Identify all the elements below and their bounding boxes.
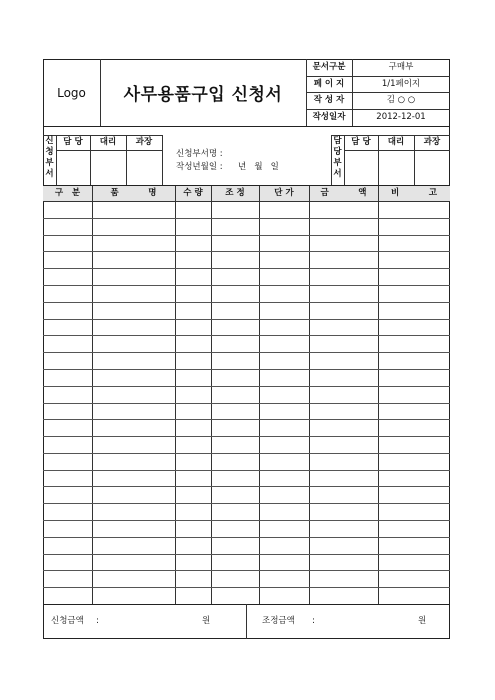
request-date-value: 년 월 일 <box>238 162 279 172</box>
table-cell-remarks[interactable] <box>379 436 450 453</box>
table-cell-unit-price[interactable] <box>260 319 309 336</box>
table-cell-unit-price[interactable] <box>260 302 309 319</box>
table-cell-amount[interactable] <box>310 335 378 352</box>
table-cell-amount[interactable] <box>310 235 378 252</box>
table-row <box>43 419 450 436</box>
table-cell-category[interactable] <box>44 453 92 470</box>
table-cell-quantity[interactable] <box>176 520 211 537</box>
table-cell-adjustment[interactable] <box>212 453 259 470</box>
table-row-line <box>43 268 450 269</box>
table-row <box>43 403 450 420</box>
table-cell-category[interactable] <box>44 419 92 436</box>
table-cell-unit-price[interactable] <box>260 235 309 252</box>
logo: Logo <box>57 85 86 100</box>
table-row-line <box>43 503 450 504</box>
table-row <box>43 470 450 487</box>
table-cell-quantity[interactable] <box>176 201 211 218</box>
table-cell-amount[interactable] <box>310 419 378 436</box>
table-cell-remarks[interactable] <box>379 268 450 285</box>
table-cell-item-name[interactable] <box>93 285 175 302</box>
table-cell-adjustment[interactable] <box>212 268 259 285</box>
info-label-date: 작성일자 <box>312 112 346 123</box>
table-cell-adjustment[interactable] <box>212 520 259 537</box>
table-cell-category[interactable] <box>44 335 92 352</box>
table-cell-remarks[interactable] <box>379 520 450 537</box>
table-cell-remarks[interactable] <box>379 369 450 386</box>
table-cell-adjustment[interactable] <box>212 570 259 587</box>
approval-right-sign-box[interactable] <box>379 151 414 185</box>
table-cell-quantity[interactable] <box>176 251 211 268</box>
table-row <box>43 386 450 403</box>
header-bottom-line <box>43 126 450 127</box>
approval-left-sign-box[interactable] <box>127 151 162 185</box>
table-cell-amount[interactable] <box>310 537 378 554</box>
table-row <box>43 369 450 386</box>
table-row <box>43 453 450 470</box>
info-value-author: 김 ○ ○ <box>386 95 416 106</box>
table-cell-adjustment[interactable] <box>212 335 259 352</box>
table-row <box>43 285 450 302</box>
table-row <box>43 268 450 285</box>
table-cell-adjustment[interactable] <box>212 201 259 218</box>
table-cell-quantity[interactable] <box>176 235 211 252</box>
approval-right-sign-box[interactable] <box>415 151 450 185</box>
table-cell-remarks[interactable] <box>379 537 450 554</box>
table-cell-adjustment[interactable] <box>212 554 259 571</box>
table-cell-quantity[interactable] <box>176 419 211 436</box>
table-cell-amount[interactable] <box>310 251 378 268</box>
info-value-doc-type: 구매부 <box>388 62 414 73</box>
table-cell-category[interactable] <box>44 352 92 369</box>
table-cell-amount[interactable] <box>310 352 378 369</box>
table-row-line <box>43 520 450 521</box>
table-cell-adjustment[interactable] <box>212 503 259 520</box>
request-amount-unit: 원 <box>202 616 211 626</box>
table-cell-unit-price[interactable] <box>260 570 309 587</box>
table-row-line <box>43 319 450 320</box>
table-cell-quantity[interactable] <box>176 587 211 604</box>
table-cell-unit-price[interactable] <box>260 352 309 369</box>
table-cell-unit-price[interactable] <box>260 453 309 470</box>
table-cell-item-name[interactable] <box>93 218 175 235</box>
table-cell-adjustment[interactable] <box>212 319 259 336</box>
table-cell-category[interactable] <box>44 285 92 302</box>
approval-left-sign-box[interactable] <box>91 151 126 185</box>
table-cell-category[interactable] <box>44 201 92 218</box>
table-cell-quantity[interactable] <box>176 285 211 302</box>
col-header-adjustment: 조 정 <box>225 188 245 199</box>
approval-right-role-staff: 담 당 <box>351 137 371 148</box>
table-cell-remarks[interactable] <box>379 419 450 436</box>
table-row-line <box>43 235 450 236</box>
table-cell-amount[interactable] <box>310 453 378 470</box>
approval-left-role-assistant: 대리 <box>99 137 117 148</box>
table-cell-adjustment[interactable] <box>212 251 259 268</box>
table-cell-item-name[interactable] <box>93 386 175 403</box>
table-row <box>43 570 450 587</box>
col-header-item-name: 품 명 <box>110 188 157 199</box>
table-row-line <box>43 251 450 252</box>
table-cell-quantity[interactable] <box>176 386 211 403</box>
table-cell-category[interactable] <box>44 403 92 420</box>
col-header-amount: 금 액 <box>320 188 367 199</box>
table-cell-unit-price[interactable] <box>260 486 309 503</box>
table-row-line <box>43 554 450 555</box>
table-cell-category[interactable] <box>44 486 92 503</box>
table-cell-category[interactable] <box>44 302 92 319</box>
table-cell-amount[interactable] <box>310 570 378 587</box>
table-row-line <box>43 537 450 538</box>
footer-divider <box>246 604 247 639</box>
info-label-page: 페 이 지 <box>313 78 345 89</box>
table-cell-amount[interactable] <box>310 587 378 604</box>
table-cell-category[interactable] <box>44 520 92 537</box>
info-label-doc-type: 문서구분 <box>312 62 346 73</box>
table-cell-item-name[interactable] <box>93 570 175 587</box>
table-cell-remarks[interactable] <box>379 386 450 403</box>
table-cell-unit-price[interactable] <box>260 503 309 520</box>
table-cell-category[interactable] <box>44 570 92 587</box>
table-cell-adjustment[interactable] <box>212 436 259 453</box>
table-cell-item-name[interactable] <box>93 436 175 453</box>
table-cell-item-name[interactable] <box>93 486 175 503</box>
table-cell-adjustment[interactable] <box>212 419 259 436</box>
table-cell-quantity[interactable] <box>176 486 211 503</box>
table-cell-adjustment[interactable] <box>212 537 259 554</box>
table-cell-unit-price[interactable] <box>260 470 309 487</box>
table-cell-remarks[interactable] <box>379 453 450 470</box>
table-cell-adjustment[interactable] <box>212 386 259 403</box>
table-cell-item-name[interactable] <box>93 403 175 420</box>
table-cell-amount[interactable] <box>310 520 378 537</box>
table-cell-quantity[interactable] <box>176 436 211 453</box>
table-cell-remarks[interactable] <box>379 285 450 302</box>
approval-left-role-manager: 과장 <box>135 137 153 148</box>
table-cell-unit-price[interactable] <box>260 436 309 453</box>
table-cell-amount[interactable] <box>310 470 378 487</box>
table-cell-quantity[interactable] <box>176 453 211 470</box>
table-cell-amount[interactable] <box>310 302 378 319</box>
table-cell-unit-price[interactable] <box>260 369 309 386</box>
table-cell-adjustment[interactable] <box>212 486 259 503</box>
table-row <box>43 235 450 252</box>
table-row <box>43 201 450 218</box>
table-cell-adjustment[interactable] <box>212 235 259 252</box>
table-row <box>43 218 450 235</box>
table-cell-item-name[interactable] <box>93 268 175 285</box>
table-cell-amount[interactable] <box>310 503 378 520</box>
table-row-line <box>43 570 450 571</box>
table-cell-item-name[interactable] <box>93 251 175 268</box>
table-cell-amount[interactable] <box>310 436 378 453</box>
table-row <box>43 520 450 537</box>
table-cell-amount[interactable] <box>310 486 378 503</box>
table-cell-category[interactable] <box>44 386 92 403</box>
table-cell-item-name[interactable] <box>93 537 175 554</box>
table-row <box>43 436 450 453</box>
table-cell-remarks[interactable] <box>379 486 450 503</box>
table-cell-quantity[interactable] <box>176 537 211 554</box>
table-cell-quantity[interactable] <box>176 218 211 235</box>
table-cell-item-name[interactable] <box>93 302 175 319</box>
table-cell-quantity[interactable] <box>176 369 211 386</box>
table-row-line <box>43 352 450 353</box>
table-cell-amount[interactable] <box>310 218 378 235</box>
table-cell-adjustment[interactable] <box>212 403 259 420</box>
table-cell-quantity[interactable] <box>176 319 211 336</box>
table-cell-remarks[interactable] <box>379 352 450 369</box>
table-cell-amount[interactable] <box>310 554 378 571</box>
table-cell-unit-price[interactable] <box>260 201 309 218</box>
col-header-category: 구 분 <box>54 188 81 199</box>
table-cell-category[interactable] <box>44 369 92 386</box>
table-cell-remarks[interactable] <box>379 235 450 252</box>
table-cell-unit-price[interactable] <box>260 218 309 235</box>
table-cell-adjustment[interactable] <box>212 285 259 302</box>
request-date-label: 작성년월일 : <box>176 162 223 172</box>
table-cell-item-name[interactable] <box>93 201 175 218</box>
table-cell-category[interactable] <box>44 268 92 285</box>
table-row <box>43 537 450 554</box>
table-cell-remarks[interactable] <box>379 218 450 235</box>
request-amount-input[interactable] <box>104 612 200 630</box>
table-cell-item-name[interactable] <box>93 419 175 436</box>
table-cell-remarks[interactable] <box>379 587 450 604</box>
table-row-line <box>43 419 450 420</box>
table-cell-unit-price[interactable] <box>260 386 309 403</box>
table-row <box>43 251 450 268</box>
table-cell-category[interactable] <box>44 537 92 554</box>
table-cell-quantity[interactable] <box>176 470 211 487</box>
table-cell-unit-price[interactable] <box>260 403 309 420</box>
col-header-unit-price: 단 가 <box>274 188 294 199</box>
table-cell-category[interactable] <box>44 436 92 453</box>
table-cell-unit-price[interactable] <box>260 251 309 268</box>
table-cell-remarks[interactable] <box>379 403 450 420</box>
table-cell-category[interactable] <box>44 503 92 520</box>
table-row-line <box>43 302 450 303</box>
table-cell-unit-price[interactable] <box>260 419 309 436</box>
table-cell-category[interactable] <box>44 319 92 336</box>
table-cell-quantity[interactable] <box>176 352 211 369</box>
table-row <box>43 335 450 352</box>
table-cell-quantity[interactable] <box>176 302 211 319</box>
table-cell-unit-price[interactable] <box>260 285 309 302</box>
table-cell-quantity[interactable] <box>176 268 211 285</box>
table-cell-amount[interactable] <box>310 319 378 336</box>
request-amount-colon: : <box>96 616 99 626</box>
col-header-quantity: 수 량 <box>183 188 203 199</box>
request-dept-input[interactable] <box>232 147 322 160</box>
table-cell-amount[interactable] <box>310 403 378 420</box>
table-row-line <box>43 470 450 471</box>
table-row <box>43 554 450 571</box>
table-cell-quantity[interactable] <box>176 403 211 420</box>
table-row-line <box>43 453 450 454</box>
table-cell-unit-price[interactable] <box>260 587 309 604</box>
approval-right-role-assistant: 대리 <box>387 137 405 148</box>
table-cell-category[interactable] <box>44 470 92 487</box>
table-cell-remarks[interactable] <box>379 554 450 571</box>
approval-left-sign-box[interactable] <box>57 151 90 185</box>
approval-right-role-manager: 과장 <box>423 137 441 148</box>
info-value-page: 1/1페이지 <box>381 78 421 89</box>
table-cell-quantity[interactable] <box>176 554 211 571</box>
adjust-amount-label: 조정금액 <box>262 616 295 626</box>
table-row-line <box>43 486 450 487</box>
adjust-amount-unit: 원 <box>418 616 427 626</box>
table-cell-quantity[interactable] <box>176 570 211 587</box>
table-cell-amount[interactable] <box>310 386 378 403</box>
table-row-line <box>43 369 450 370</box>
request-dept-label: 신청부서명 : <box>176 149 223 159</box>
table-row <box>43 319 450 336</box>
table-cell-adjustment[interactable] <box>212 470 259 487</box>
table-cell-item-name[interactable] <box>93 369 175 386</box>
table-cell-remarks[interactable] <box>379 302 450 319</box>
table-cell-remarks[interactable] <box>379 251 450 268</box>
table-row <box>43 587 450 604</box>
table-row-line <box>43 285 450 286</box>
table-cell-item-name[interactable] <box>93 470 175 487</box>
table-cell-unit-price[interactable] <box>260 520 309 537</box>
table-cell-category[interactable] <box>44 587 92 604</box>
adjust-amount-input[interactable] <box>320 612 414 630</box>
table-cell-item-name[interactable] <box>93 319 175 336</box>
table-cell-item-name[interactable] <box>93 235 175 252</box>
approval-right-sign-box[interactable] <box>345 151 378 185</box>
table-row-line <box>43 218 450 219</box>
table-cell-amount[interactable] <box>310 285 378 302</box>
table-cell-item-name[interactable] <box>93 453 175 470</box>
info-value-date: 2012-12-01 <box>376 112 426 123</box>
table-cell-category[interactable] <box>44 251 92 268</box>
table-row-line <box>43 436 450 437</box>
table-cell-adjustment[interactable] <box>212 587 259 604</box>
table-cell-item-name[interactable] <box>93 520 175 537</box>
approval-right-side-label: 담 당 부 서 <box>333 136 342 179</box>
table-cell-adjustment[interactable] <box>212 369 259 386</box>
table-cell-remarks[interactable] <box>379 470 450 487</box>
table-cell-amount[interactable] <box>310 268 378 285</box>
approval-left-line <box>162 135 163 185</box>
table-row <box>43 302 450 319</box>
table-row <box>43 503 450 520</box>
table-cell-unit-price[interactable] <box>260 537 309 554</box>
table-row <box>43 352 450 369</box>
table-cell-amount[interactable] <box>310 201 378 218</box>
request-amount-label: 신청금액 <box>51 616 84 626</box>
table-row <box>43 486 450 503</box>
col-header-remarks: 비 고 <box>390 188 437 199</box>
table-cell-category[interactable] <box>44 235 92 252</box>
table-cell-item-name[interactable] <box>93 554 175 571</box>
table-cell-unit-price[interactable] <box>260 554 309 571</box>
form-title: 사무용품구입 신청서 <box>123 85 283 105</box>
table-cell-quantity[interactable] <box>176 335 211 352</box>
table-cell-unit-price[interactable] <box>260 335 309 352</box>
table-cell-remarks[interactable] <box>379 570 450 587</box>
table-cell-category[interactable] <box>44 554 92 571</box>
table-row-line <box>43 403 450 404</box>
table-cell-adjustment[interactable] <box>212 218 259 235</box>
table-cell-amount[interactable] <box>310 369 378 386</box>
approval-left-side-label: 신 청 부 서 <box>45 136 54 179</box>
table-cell-adjustment[interactable] <box>212 352 259 369</box>
table-cell-item-name[interactable] <box>93 503 175 520</box>
table-cell-remarks[interactable] <box>379 503 450 520</box>
table-row-line <box>43 335 450 336</box>
table-cell-item-name[interactable] <box>93 335 175 352</box>
table-cell-unit-price[interactable] <box>260 268 309 285</box>
table-cell-quantity[interactable] <box>176 503 211 520</box>
table-cell-item-name[interactable] <box>93 352 175 369</box>
approval-left-role-staff: 담 당 <box>63 137 83 148</box>
table-cell-item-name[interactable] <box>93 587 175 604</box>
adjust-amount-colon: : <box>312 616 315 626</box>
table-row-line <box>43 587 450 588</box>
table-cell-remarks[interactable] <box>379 201 450 218</box>
table-row-line <box>43 386 450 387</box>
table-cell-category[interactable] <box>44 218 92 235</box>
info-label-author: 작 성 자 <box>313 95 345 106</box>
table-cell-remarks[interactable] <box>379 319 450 336</box>
table-cell-remarks[interactable] <box>379 335 450 352</box>
table-cell-adjustment[interactable] <box>212 302 259 319</box>
